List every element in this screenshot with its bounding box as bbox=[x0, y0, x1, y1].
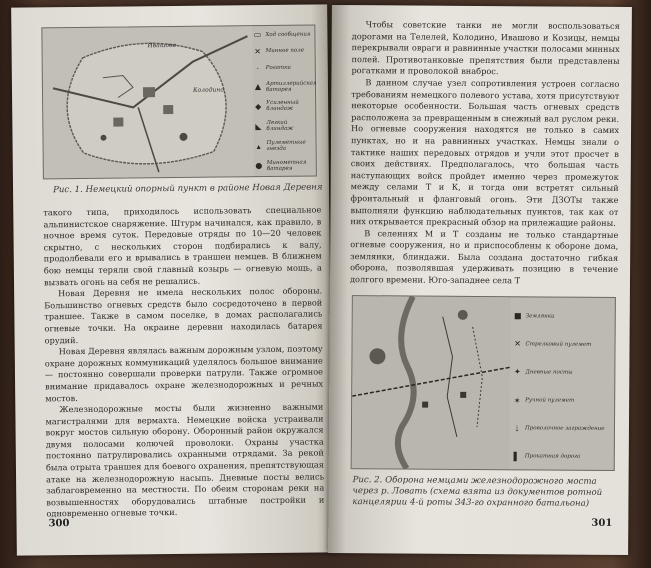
legend-item bbox=[513, 311, 611, 321]
figure-1 bbox=[41, 24, 317, 179]
legend-item bbox=[512, 396, 610, 406]
legend-symbol: ▲ bbox=[254, 82, 262, 92]
defense-perimeter bbox=[67, 43, 227, 165]
legend-symbol: ▴ bbox=[256, 141, 261, 151]
figure-2-legend bbox=[512, 311, 611, 462]
figure-2 bbox=[351, 295, 616, 471]
legend-item bbox=[254, 140, 314, 153]
paragraph: Новая Деревня являлась важным дорожным узлом, поэтому охране дорожных коммуникаций уделялось большое внимание — постоянно совершали проверки патрули. Также огромное внимание придавалось охране железнодорожных и речных мостов. bbox=[44, 343, 324, 403]
figure-1-caption: Рис. 1. Немецкий опорный пункт в районе Новая Деревня bbox=[53, 182, 323, 196]
paragraph: В селениях М и Т созданы не только стандартные огневые сооружения, но и приспособлены к обороне дома, землянки, блиндажи. Была создана достаточно гибкая оборона, позволявшая удерживать позицию в течение долгого времени. Юго-западнее села Т bbox=[349, 227, 619, 286]
legend-label: Стрелковый пулемет bbox=[525, 341, 592, 348]
legend-item bbox=[253, 100, 313, 113]
legend-symbol: ◣ bbox=[255, 121, 262, 131]
legend-label: Минное поле bbox=[265, 47, 304, 55]
right-body-text bbox=[350, 19, 620, 288]
legend-item bbox=[512, 452, 610, 462]
paragraph: В данном случае узел сопротивления устроен согласно требованиям немецкого полевого устава, хотя присутствуют некоторые особенности. Большая часть огневых средств расположена за превращенным в снежный вал руслом реки. Но огневые сооружения находятся не только в самих пунктах, но и на равнинных участках. Немцы знали о тактике наших передовых отрядов и учли этот просчет в своих действиях. Предполагалось, что большая часть наступающих войск пройдет именно через промежуток между селами Т и К, и тогда они встретят сильный фронтальный и фланговый огонь. Эти ДЗОТы также выполняли функцию наблюдательных пунктов, так как от них открывается прекрасный обзор на прилежащие районы. bbox=[350, 77, 620, 229]
right-page bbox=[328, 5, 632, 555]
figure-2-caption: Рис. 2. Оборона немцами железнодорожного моста через р. Ловать (схема взята из документов ротной канцелярии 4-й роты 343-го охранного батальона) bbox=[352, 475, 603, 509]
legend-label: Дневные посты bbox=[525, 369, 573, 376]
left-page bbox=[11, 4, 333, 555]
legend-symbol: ✕ bbox=[514, 339, 521, 349]
legend-symbol: ✶ bbox=[513, 395, 521, 405]
legend-label: Пулеметные гнезда bbox=[266, 139, 306, 153]
legend-item bbox=[253, 120, 313, 133]
legend-item bbox=[252, 30, 312, 40]
legend-symbol: · bbox=[256, 63, 260, 73]
figure-1-legend bbox=[252, 30, 317, 173]
paragraph: Железнодорожные мосты были жизненно важными магистралями для вермахта. Немецкие войска устраивали вокруг мостов сильную оборону. Оборонный район окружался двумя полосами колючей проволоки. Охраны участка постоянно патрулировались охранными отрядами. За рекой была отрыта траншея для боевого охранения, препятствующая атаке на железнодорожную насыпь. Дневные посты велись заблаговременно на местности. По обеим сторонам реки на возвышенностях оборудовались штабные постройки и одновременно огневые точки. bbox=[45, 401, 325, 519]
legend-item bbox=[513, 339, 611, 349]
legend-symbol: ◆ bbox=[255, 101, 262, 111]
map-1 bbox=[42, 26, 254, 178]
legend-item bbox=[254, 159, 314, 172]
legend-item bbox=[253, 80, 317, 93]
legend-symbol: ■ bbox=[513, 311, 522, 321]
left-body-text bbox=[43, 204, 324, 520]
legend-symbol: ✕ bbox=[254, 46, 262, 56]
legend-symbol: ▌ bbox=[513, 452, 520, 462]
legend-symbol: ● bbox=[255, 161, 263, 171]
legend-label: Прокатная дорога bbox=[524, 453, 581, 461]
legend-label: Артиллерийская батарея bbox=[265, 80, 317, 93]
paragraph: такого типа, приходилось использовать специальное альпинистское снаряжение. Штурм начинался, как правило, в ночное время суток. Передовые отряды по 10—20 человек скрытно, с нескольких сторон подбирались к валу, продолбевали его и врывались в траншеи немцев. В ближнем бою немцы теряли свой главный козырь — огневую мощь, а вызвать огонь на себя не решались. bbox=[43, 204, 322, 287]
paragraph: Чтобы советские танки не могли воспользоваться дорогами на Телелей, Колодино, Ивашово и Козицы, немцы перекрывали овраги и равнинные участки полосами минных полей. Противотанковые препятствия были представлены рогатками и проволокой внаброс. bbox=[351, 19, 620, 77]
legend-label: Минометная батарея bbox=[266, 159, 307, 172]
legend-label: Усиленный блиндаж bbox=[266, 100, 299, 113]
legend-symbol: ⇣ bbox=[513, 423, 521, 434]
map-label-kolodino: Колодино bbox=[192, 86, 224, 94]
legend-label: Рогатки bbox=[265, 64, 291, 72]
page-number: 300 bbox=[48, 518, 70, 530]
legend-symbol: ▭ bbox=[253, 30, 262, 40]
map-label-ivashovo: Ивашово bbox=[147, 41, 177, 50]
legend-label: Проволочное заграждение bbox=[524, 425, 605, 433]
legend-label: Землянки bbox=[525, 312, 555, 320]
page-number: 301 bbox=[591, 517, 613, 529]
legend-item bbox=[512, 424, 610, 434]
paragraph: Новая Деревня не имела нескольких полос обороны. Большинство огневых средств было сосредоточено в первой траншее. Также в самом поселке, в домах располагались огневые точки. На окраине деревни находилась батарея орудий. bbox=[44, 285, 323, 345]
legend-label: Легкий блиндаж bbox=[266, 120, 294, 133]
map-2 bbox=[352, 296, 511, 469]
legend-label: Ход сообщения bbox=[265, 31, 311, 38]
legend-label: Ручной пулемет bbox=[525, 397, 575, 404]
legend-symbol: ✦ bbox=[513, 367, 521, 377]
legend-item bbox=[512, 368, 610, 378]
legend-item bbox=[253, 63, 313, 73]
legend-item bbox=[253, 46, 313, 56]
